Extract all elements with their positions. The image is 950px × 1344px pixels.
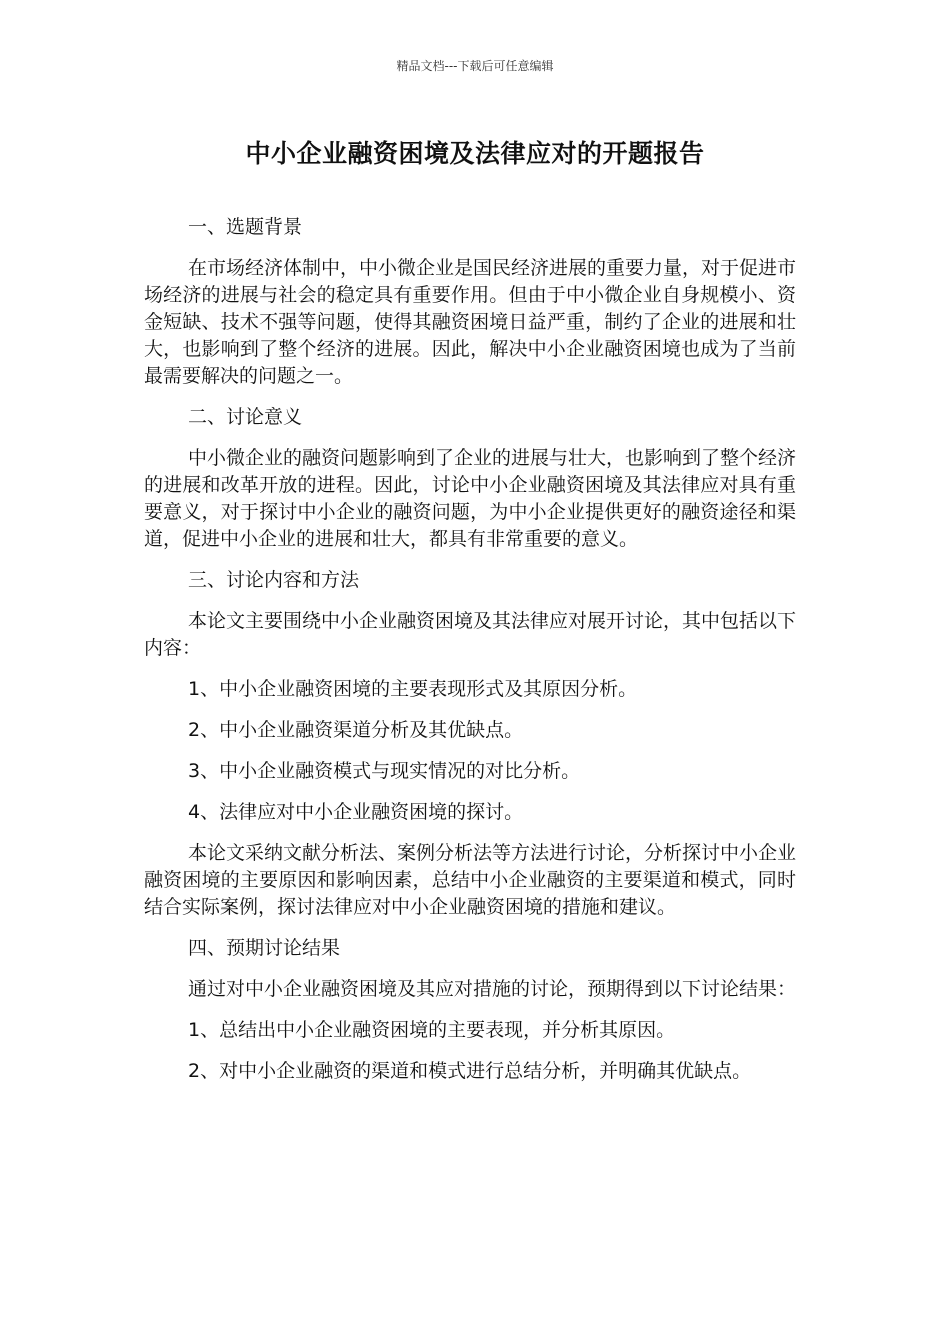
paragraph-content-intro: 本论文主要围绕中小企业融资困境及其法律应对展开讨论，其中包括以下内容： bbox=[144, 610, 797, 659]
document-title: 中小企业融资困境及法律应对的开题报告 bbox=[245, 139, 705, 168]
list-item: 2、对中小企业融资的渠道和模式进行总结分析，并明确其优缺点。 bbox=[188, 1060, 752, 1082]
paragraph-significance: 中小微企业的融资问题影响到了企业的进展与壮大，也影响到了整个经济的进展和改革开放的进程。因此，讨论中小企业融资困境及其法律应对具有重要意义，对于探讨中小企业的融资问题，为中小企业提供更好的融资途径和渠道，促进中小企业的进展和壮大，都具有非常重要的意义。 bbox=[144, 447, 797, 550]
list-item: 3、中小企业融资模式与现实情况的对比分析。 bbox=[188, 760, 581, 782]
section-heading-background: 一、选题背景 bbox=[188, 216, 303, 238]
list-item: 2、中小企业融资渠道分析及其优缺点。 bbox=[188, 719, 524, 741]
section-heading-significance: 二、讨论意义 bbox=[188, 406, 303, 428]
list-item: 4、法律应对中小企业融资困境的探讨。 bbox=[188, 801, 524, 823]
list-item: 1、中小企业融资困境的主要表现形式及其原因分析。 bbox=[188, 678, 638, 700]
list-item: 1、总结出中小企业融资困境的主要表现，并分析其原因。 bbox=[188, 1019, 676, 1041]
paragraph-results-intro: 通过对中小企业融资困境及其应对措施的讨论，预期得到以下讨论结果： bbox=[188, 978, 797, 1000]
paragraph-background: 在市场经济体制中，中小微企业是国民经济进展的重要力量，对于促进市场经济的进展与社会的稳定具有重要作用。但由于中小微企业自身规模小、资金短缺、技术不强等问题，使得其融资困境日益严重，制约了企业的进展和壮大，也影响到了整个经济的进展。因此，解决中小企业融资困境也成为了当前最需要解决的问题之一。 bbox=[144, 257, 797, 387]
document-body bbox=[144, 214, 796, 1099]
paragraph-methods: 本论文采纳文献分析法、案例分析法等方法进行讨论，分析探讨中小企业融资困境的主要原因和影响因素，总结中小企业融资的主要渠道和模式，同时结合实际案例，探讨法律应对中小企业融资困境的措施和建议。 bbox=[144, 842, 797, 918]
section-heading-expected-results: 四、预期讨论结果 bbox=[188, 937, 341, 959]
page-header-note: 精品文档---下载后可任意编辑 bbox=[396, 59, 554, 73]
section-heading-content-methods: 三、讨论内容和方法 bbox=[188, 569, 360, 591]
